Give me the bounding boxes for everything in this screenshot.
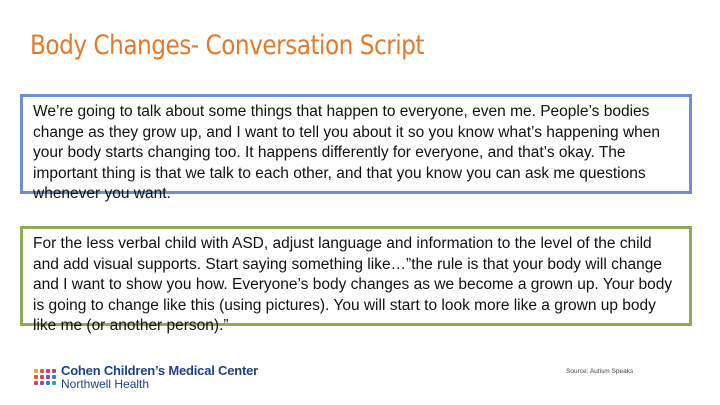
- logo-org-sub: Northwell Health: [61, 377, 150, 391]
- dot-grid-logo-icon: [34, 369, 56, 385]
- adaptation-text: For the less verbal child with ASD, adjust language and information to the level of the child and add visual supports. Start saying something like…”the rule is that your body will change and I want to show you how. Everyone’s body changes as we become a grown up. Your body is going to change like this (using pictures). You will start to look more like a grown up body like me (or another person).”: [33, 235, 673, 334]
- logo-org-name: Cohen Children’s Medical Center: [61, 363, 259, 378]
- script-box: [20, 94, 692, 202]
- source-note: Source: Autism Speaks: [566, 368, 634, 375]
- hospital-logo: [34, 364, 258, 390]
- adaptation-box: [20, 226, 692, 334]
- script-text: We’re going to talk about some things that happen to everyone, even me. People’s bodies change as they grow up, and I want to tell you about it so you know what’s happening when your body starts changing too. It happens differently for everyone, and that’s okay. The important thing is that we talk to each other, and that you know you can ask me questions whenever you want.: [33, 103, 661, 202]
- slide-title: Body Changes- Conversation Script: [30, 30, 424, 61]
